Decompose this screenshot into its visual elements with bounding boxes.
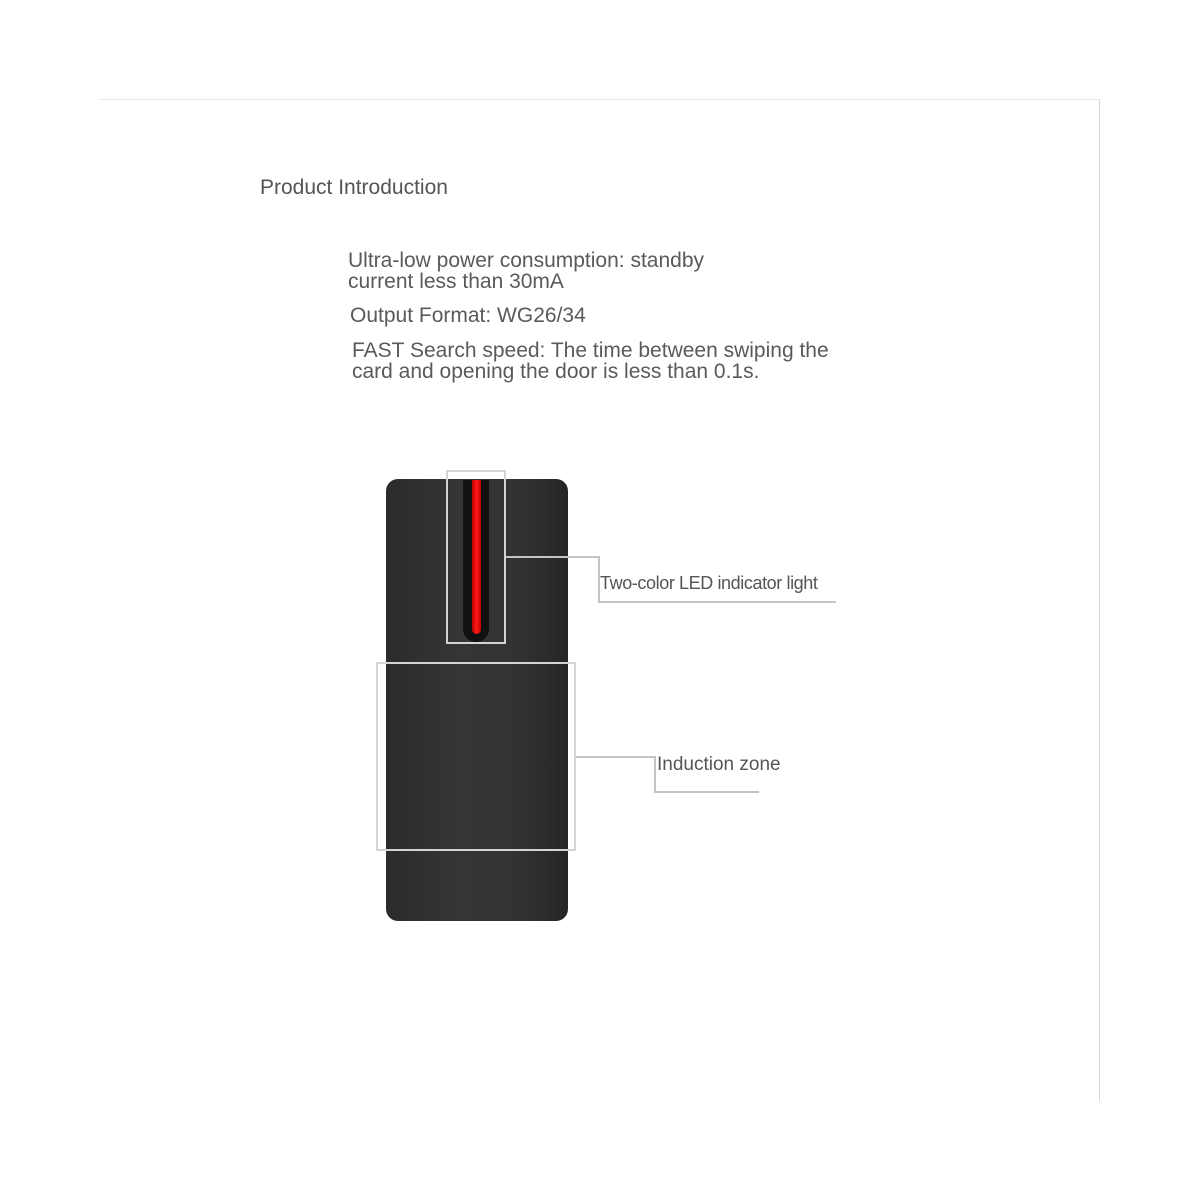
- led-callout-label: Two-color LED indicator light: [600, 573, 818, 593]
- frame-right-border: [1099, 99, 1100, 1101]
- zone-leader-horizontal: [576, 756, 656, 758]
- led-leader-horizontal: [506, 556, 599, 558]
- section-title: Product Introduction: [260, 176, 448, 199]
- feature-search-speed: [352, 340, 829, 382]
- feature-search-speed-line-2: card and opening the door is less than 0.1s.: [352, 360, 760, 383]
- feature-power: [348, 250, 704, 292]
- zone-leader-underline: [654, 791, 759, 793]
- led-callout-box: [446, 470, 506, 644]
- feature-output-format-line-1: Output Format: WG26/34: [350, 304, 586, 327]
- feature-output-format: [350, 305, 586, 326]
- feature-search-speed-line-1: FAST Search speed: The time between swiping the: [352, 339, 829, 362]
- zone-leader-vertical: [654, 756, 656, 793]
- induction-zone-callout-box: [376, 662, 576, 851]
- led-leader-underline: [598, 601, 836, 603]
- feature-power-line-1: Ultra-low power consumption: standby: [348, 249, 704, 272]
- feature-power-line-2: current less than 30mA: [348, 270, 564, 293]
- frame-top-border: [100, 99, 1100, 100]
- induction-zone-label: Induction zone: [657, 754, 781, 775]
